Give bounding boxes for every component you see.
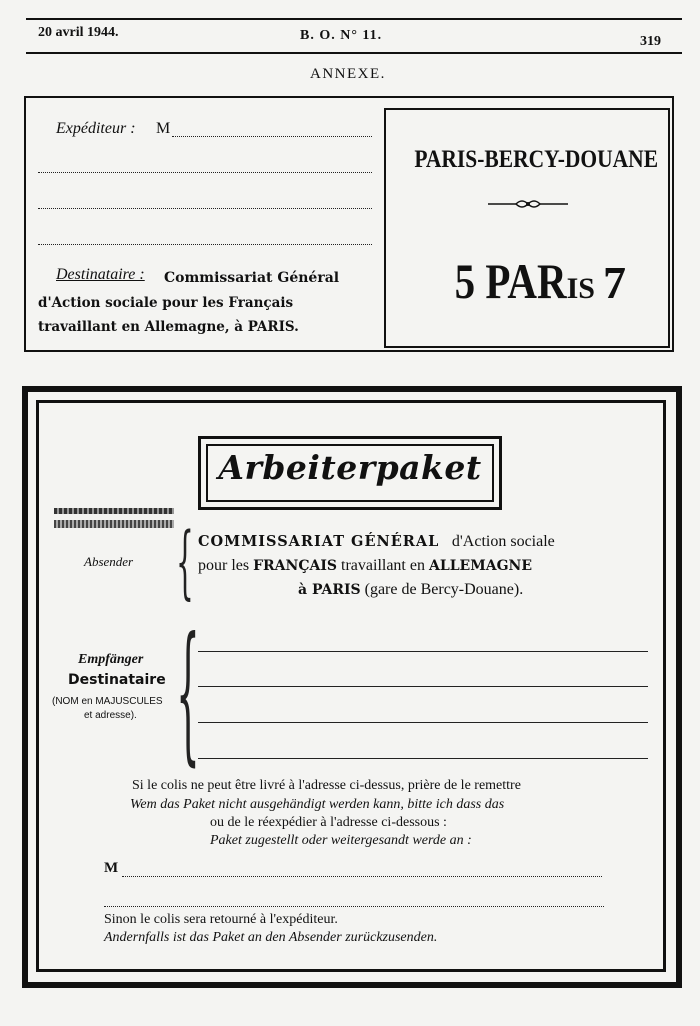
recipient-note-1: (NOM en MAJUSCULES <box>52 696 163 707</box>
recipient-line-1[interactable] <box>198 651 648 652</box>
recipient-note-2: et adresse). <box>84 710 137 721</box>
header-page-number: 319 <box>640 34 661 49</box>
return-notice-de: Andernfalls ist das Paket an den Absender zurückzusenden. <box>104 930 438 945</box>
sender-line-3[interactable] <box>38 208 372 209</box>
sender-prefix: M <box>156 120 171 137</box>
recipient-brace-icon: { <box>176 606 200 780</box>
instruction-fr-1: Si le colis ne peut être livré à l'adresse ci-dessus, prière de le remettre <box>132 778 521 793</box>
sender-pour-les: pour les <box>198 557 250 574</box>
overprint-smudge-1 <box>54 508 174 514</box>
recipient-label-de: Empfänger <box>78 652 144 667</box>
header-date: 20 avril 1944. <box>38 25 119 40</box>
recipient-line-3[interactable] <box>198 722 648 723</box>
sender-gare: (gare de Bercy-Douane). <box>364 581 524 598</box>
header-top-rule <box>26 18 682 20</box>
recipient-line-3: travaillant en Allemagne, à PARIS. <box>38 319 299 335</box>
sender-action-sociale: d'Action sociale <box>451 533 555 550</box>
station-box <box>384 108 670 348</box>
station-name: PARIS-BERCY-DOUANE <box>414 146 659 173</box>
header-bulletin: B. O. N° 11. <box>300 28 383 43</box>
recipient-line-2: d'Action sociale pour les Français <box>38 295 294 311</box>
paket-sender-line-3 <box>298 581 523 599</box>
sender-brace-icon: { <box>176 515 194 608</box>
routing-code <box>400 252 656 310</box>
ornament-divider-icon <box>488 196 568 212</box>
alt-address-line-2[interactable] <box>104 906 604 907</box>
recipient-line-1: Commissariat Général <box>164 270 340 286</box>
recipient-line-2[interactable] <box>198 686 648 687</box>
routing-code-suffix: 7 <box>602 257 626 308</box>
sender-commissariat: COMMISSARIAT GÉNÉRAL <box>198 533 440 550</box>
header-bottom-rule <box>26 52 682 54</box>
sender-travaillant: travaillant en <box>341 557 425 574</box>
paket-sender-label: Absender <box>84 554 134 569</box>
sender-line-4[interactable] <box>38 244 372 245</box>
return-notice-fr: Sinon le colis sera retourné à l'expéditeur. <box>104 912 338 927</box>
instruction-fr-2: ou de le réexpédier à l'adresse ci-dessous : <box>210 815 447 830</box>
recipient-label-fr: Destinataire <box>68 672 166 688</box>
instruction-de-1: Wem das Paket nicht ausgehändigt werden kann, bitte ich dass das <box>130 797 505 812</box>
routing-code-mid: IS <box>566 272 595 305</box>
paket-title: Arbeiterpaket <box>218 448 482 487</box>
sender-francais: FRANÇAIS <box>253 558 338 574</box>
sender-line-2[interactable] <box>38 172 372 173</box>
sender-allemagne: ALLEMAGNE <box>428 558 532 574</box>
alt-address-prefix: M <box>104 860 119 876</box>
recipient-label: Destinataire : <box>56 266 145 283</box>
recipient-line-4[interactable] <box>198 758 648 759</box>
sender-label: Expéditeur : <box>56 120 136 137</box>
overprint-smudge-2 <box>54 520 174 528</box>
alt-address-line-1[interactable] <box>122 876 602 877</box>
sender-line-1[interactable] <box>172 136 372 137</box>
instruction-de-2: Paket zugestellt oder weitergesandt werde an : <box>210 833 472 848</box>
sender-a-paris: à PARIS <box>298 582 361 598</box>
paket-sender-line-2 <box>198 557 532 575</box>
annexe-title: ANNEXE. <box>310 66 386 82</box>
paket-sender-line-1 <box>198 533 555 551</box>
routing-code-prefix: 5 PAR <box>454 253 567 309</box>
